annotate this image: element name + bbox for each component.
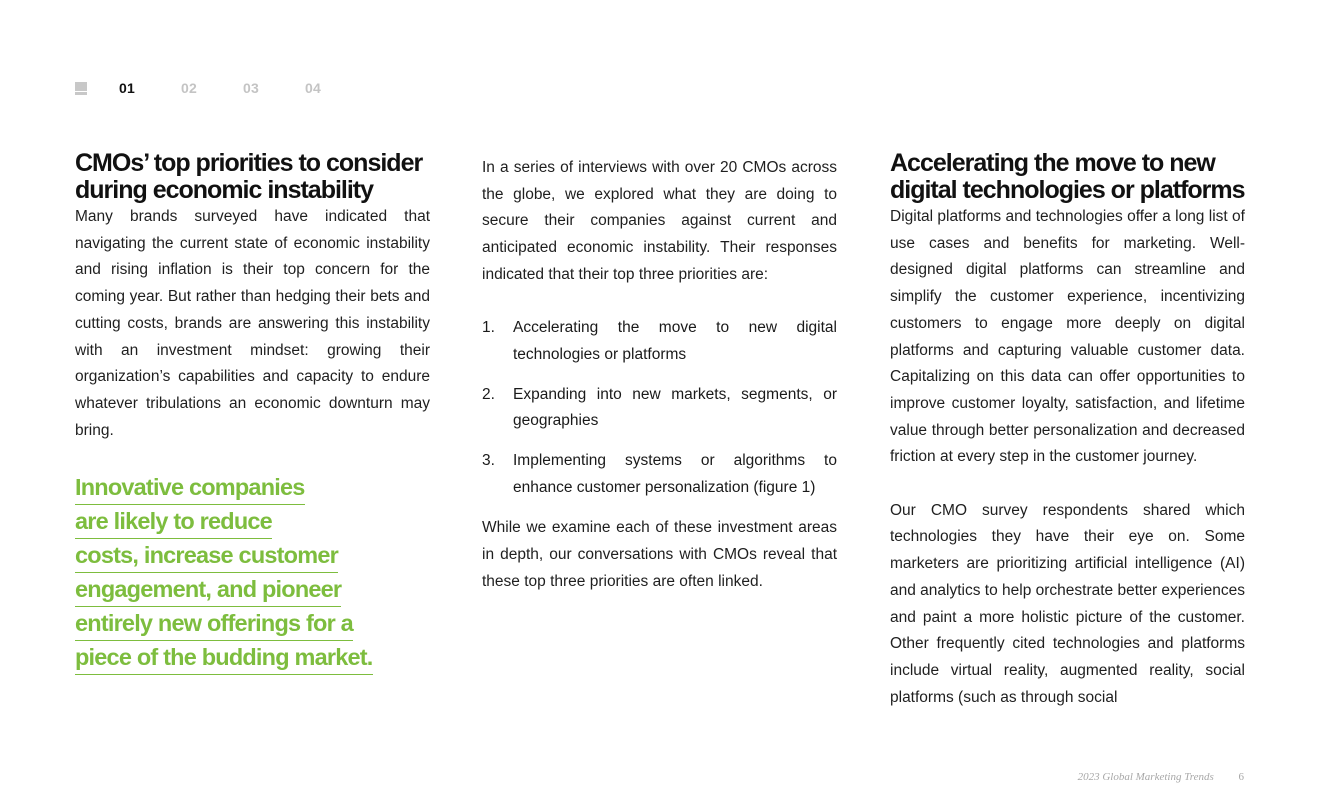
priorities-list — [482, 315, 837, 501]
page-number: 6 — [1238, 771, 1244, 783]
list-item — [482, 448, 837, 501]
pull-quote-line: costs, increase customer — [75, 542, 338, 573]
spacer — [890, 471, 1245, 498]
page-footer — [1078, 771, 1244, 783]
pull-quote-line: engagement, and pioneer — [75, 576, 341, 607]
heading-line-2: during economic instability — [75, 176, 374, 204]
tab-01[interactable]: 01 — [119, 80, 135, 96]
pull-quote-line: entirely new offerings for a — [75, 610, 353, 641]
footer-title: 2023 Global Marketing Trends — [1077, 771, 1214, 783]
tab-04[interactable]: 04 — [305, 80, 321, 96]
pull-quote-line: Innovative companies — [75, 474, 305, 505]
spacer — [482, 289, 837, 316]
interviews-paragraph: In a series of interviews with over 20 CMOs across the globe, we explored what they are doing to secure their companies against current and anticipated economic instability. Their responses indicated that their top three priorities are: — [482, 159, 837, 283]
list-text: Expanding into new markets, segments, or geographies — [513, 385, 837, 430]
tab-03[interactable]: 03 — [243, 80, 259, 96]
home-icon-bar — [75, 92, 87, 95]
pull-quote-line: piece of the budding market. — [75, 644, 373, 675]
list-number: 2. — [482, 385, 495, 403]
section-nav — [75, 80, 367, 96]
closing-paragraph: While we examine each of these investment areas in depth, our conversations with CMOs reveal that these top three priorities are often linked. — [482, 519, 837, 590]
list-item — [482, 382, 837, 435]
list-text: Accelerating the move to new digital technologies or platforms — [513, 319, 837, 363]
column-right — [890, 150, 1245, 711]
section-heading — [75, 150, 430, 204]
pull-quote — [75, 474, 430, 678]
home-icon[interactable] — [75, 82, 87, 95]
home-icon-top — [75, 82, 87, 91]
platforms-paragraph: Digital platforms and technologies offer a long list of use cases and benefits for marketing. Well-designed digital platforms can streamline and simplify the customer experience, incentivizing customers to engage more deeply on digital platforms and capturing valuable customer data. Capitalizing on this data can offer opportunities to improve customer loyalty, satisfaction, and lifetime value through better personalization and decreased friction at every step in the customer journey. — [890, 208, 1245, 466]
list-item — [482, 315, 837, 368]
column-middle — [482, 155, 837, 596]
heading-line-1: CMOs’ top priorities to consider — [75, 149, 423, 177]
column-left — [75, 150, 430, 678]
heading-line-2: digital technologies or platforms — [890, 176, 1245, 204]
list-text: Implementing systems or algorithms to enhance customer personalization (figure 1) — [513, 452, 837, 496]
tab-02[interactable]: 02 — [181, 80, 197, 96]
heading-line-1: Accelerating the move to new — [890, 149, 1215, 177]
survey-paragraph: Our CMO survey respondents shared which technologies they have their eye on. Some marketers are prioritizing artificial intelligence (AI) and analytics to help orchestrate better experiences and paint a more holistic picture of the customer. Other frequently cited technologies and platforms include virtual reality, augmented reality, social platforms (such as through social — [890, 501, 1245, 706]
intro-paragraph: Many brands surveyed have indicated that navigating the current state of economic instability and rising inflation is their top concern for the coming year. But rather than hedging their bets and cutting costs, brands are answering this instability with an investment mindset: growing their organization’s capabilities and capacity to endure whatever tribulations an economic downturn may bring. — [75, 208, 430, 439]
list-number: 1. — [482, 319, 495, 337]
section-heading — [890, 150, 1245, 204]
list-number: 3. — [482, 452, 495, 470]
pull-quote-line: are likely to reduce — [75, 508, 272, 539]
